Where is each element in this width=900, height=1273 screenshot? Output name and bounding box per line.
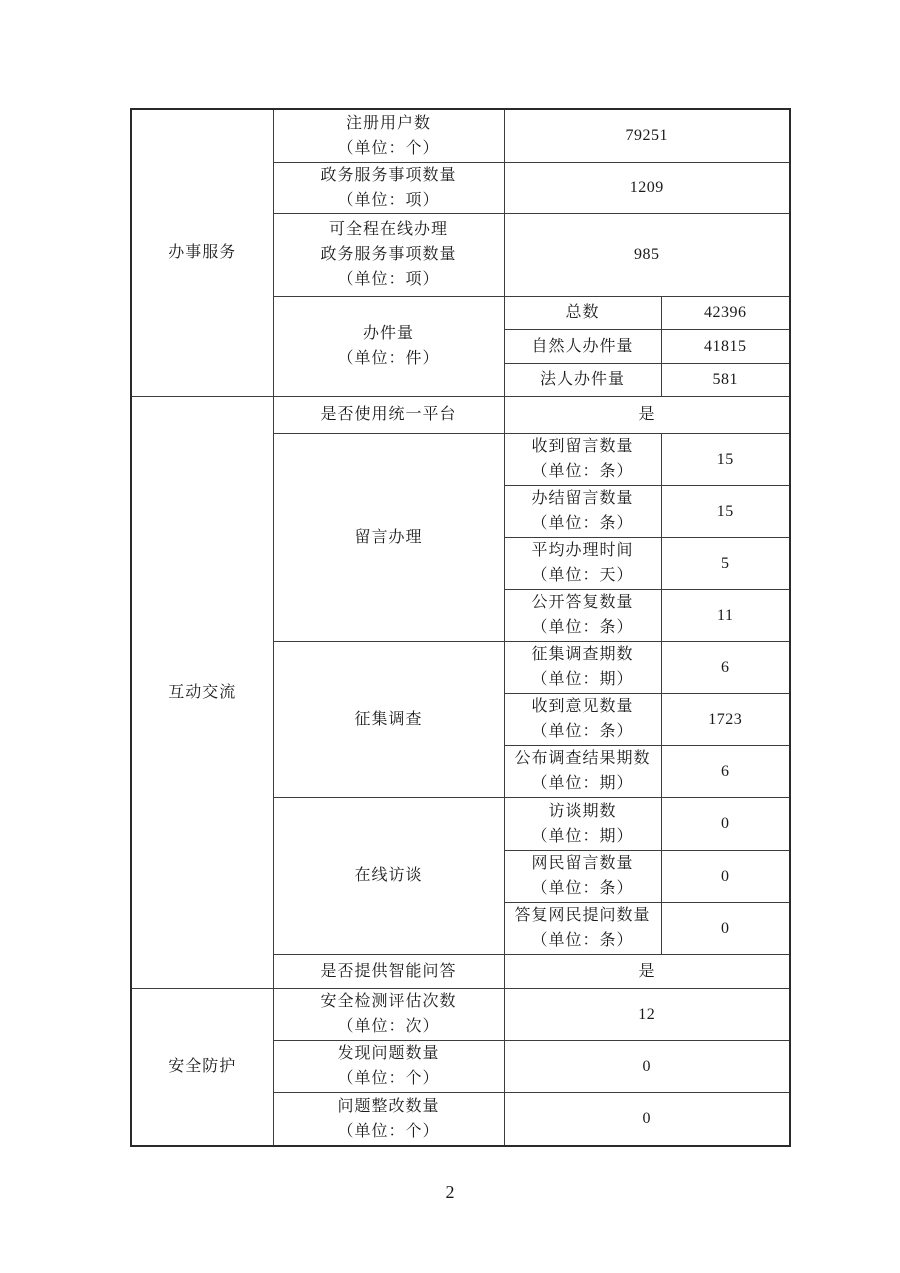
messages-resolved-label-cell — [504, 485, 661, 537]
public-replies-label-cell — [504, 589, 661, 641]
service-items-unit: （单位：项） — [337, 191, 440, 209]
case-legal-label-cell — [504, 363, 661, 396]
survey-group-cell — [273, 641, 504, 797]
problems-fixed-label: 问题整改数量 — [337, 1097, 440, 1115]
netizen-messages-unit: （单位：条） — [531, 880, 634, 897]
registered-users-value: 79251 — [504, 109, 790, 162]
section-service-label: 办事服务 — [168, 244, 237, 262]
smart-qa-label: 是否提供智能问答 — [320, 962, 457, 980]
section-interaction-group-cell — [131, 396, 273, 988]
avg-handling-time-unit: （单位：天） — [531, 567, 634, 584]
interview-periods-label: 访谈期数 — [548, 802, 617, 820]
survey-periods-label: 征集调查期数 — [531, 646, 634, 663]
messages-resolved-unit: （单位：条） — [531, 515, 634, 532]
netizen-replies-label: 答复网民提问数量 — [514, 907, 651, 924]
problems-fixed-value: 0 — [504, 1092, 790, 1146]
case-volume-label-cell — [273, 296, 504, 396]
opinions-received-label: 收到意见数量 — [531, 698, 634, 715]
avg-handling-time-label-cell — [504, 537, 661, 589]
netizen-replies-label-cell — [504, 902, 661, 954]
online-items-label-line1: 可全程在线办理 — [328, 221, 448, 238]
interview-periods-unit: （单位：期） — [531, 827, 634, 845]
survey-periods-label-cell — [504, 641, 661, 693]
case-natural-label-cell — [504, 329, 661, 363]
opinions-received-value: 1723 — [661, 693, 790, 745]
case-natural-value: 41815 — [661, 329, 790, 363]
avg-handling-time-label: 平均办理时间 — [531, 542, 634, 559]
message-handling-group-cell — [273, 433, 504, 641]
survey-results-label: 公布调查结果期数 — [514, 750, 651, 767]
service-items-value: 1209 — [504, 162, 790, 213]
security-assessments-unit: （单位：次） — [337, 1018, 440, 1035]
survey-group-label: 征集调查 — [354, 710, 423, 728]
problems-found-value: 0 — [504, 1040, 790, 1092]
online-items-value: 985 — [504, 213, 790, 296]
opinions-received-label-cell — [504, 693, 661, 745]
opinions-received-unit: （单位：条） — [531, 723, 634, 740]
case-natural-label: 自然人办件量 — [531, 337, 634, 355]
interview-group-label: 在线访谈 — [354, 867, 423, 884]
netizen-replies-value: 0 — [661, 902, 790, 954]
survey-periods-value: 6 — [661, 641, 790, 693]
report-table — [130, 108, 791, 1147]
case-total-label: 总数 — [565, 304, 600, 321]
service-items-label: 政务服务事项数量 — [320, 166, 457, 184]
unified-platform-label-cell — [273, 396, 504, 433]
section-security-group-cell — [131, 988, 273, 1146]
service-items-label-cell — [273, 162, 504, 213]
messages-received-unit: （单位：条） — [531, 463, 634, 480]
problems-found-unit: （单位：个） — [337, 1070, 440, 1087]
smart-qa-label-cell — [273, 954, 504, 988]
message-handling-label: 留言办理 — [354, 528, 423, 546]
messages-resolved-label: 办结留言数量 — [531, 490, 634, 507]
messages-received-label-cell — [504, 433, 661, 485]
registered-users-unit: （单位：个） — [337, 139, 440, 157]
problems-found-label: 发现问题数量 — [337, 1045, 440, 1062]
case-legal-value: 581 — [661, 363, 790, 396]
smart-qa-value: 是 — [504, 954, 790, 988]
case-volume-unit: （单位：件） — [337, 350, 440, 367]
survey-results-label-cell — [504, 745, 661, 797]
page-number: 2 — [445, 1182, 455, 1202]
problems-fixed-unit: （单位：个） — [337, 1122, 440, 1140]
section-security-label: 安全防护 — [168, 1058, 237, 1076]
case-total-label-cell — [504, 296, 661, 329]
unified-platform-label: 是否使用统一平台 — [320, 406, 457, 423]
messages-resolved-value: 15 — [661, 485, 790, 537]
security-assessments-label-cell — [273, 988, 504, 1040]
avg-handling-time-value: 5 — [661, 537, 790, 589]
interview-group-cell — [273, 797, 504, 954]
netizen-messages-value: 0 — [661, 850, 790, 902]
problems-fixed-label-cell — [273, 1092, 504, 1146]
messages-received-label: 收到留言数量 — [531, 438, 634, 455]
problems-found-label-cell — [273, 1040, 504, 1092]
public-replies-label: 公开答复数量 — [531, 594, 634, 611]
security-assessments-value: 12 — [504, 988, 790, 1040]
survey-periods-unit: （单位：期） — [531, 671, 634, 688]
interview-periods-label-cell — [504, 797, 661, 850]
registered-users-label-cell — [273, 109, 504, 162]
public-replies-value: 11 — [661, 589, 790, 641]
unified-platform-value: 是 — [504, 396, 790, 433]
case-total-value: 42396 — [661, 296, 790, 329]
netizen-replies-unit: （单位：条） — [531, 932, 634, 949]
interview-periods-value: 0 — [661, 797, 790, 850]
online-items-label-cell — [273, 213, 504, 296]
netizen-messages-label-cell — [504, 850, 661, 902]
survey-results-unit: （单位：期） — [531, 775, 634, 792]
survey-results-value: 6 — [661, 745, 790, 797]
netizen-messages-label: 网民留言数量 — [531, 855, 634, 872]
security-assessments-label: 安全检测评估次数 — [320, 993, 457, 1010]
online-items-unit: （单位：项） — [337, 271, 440, 288]
section-interaction-label: 互动交流 — [168, 683, 237, 701]
case-volume-label: 办件量 — [362, 325, 414, 342]
online-items-label-line2: 政务服务事项数量 — [320, 246, 457, 263]
public-replies-unit: （单位：条） — [531, 619, 634, 636]
registered-users-label: 注册用户数 — [345, 114, 431, 132]
messages-received-value: 15 — [661, 433, 790, 485]
case-legal-label: 法人办件量 — [539, 371, 625, 388]
section-service-group-cell — [131, 109, 273, 396]
